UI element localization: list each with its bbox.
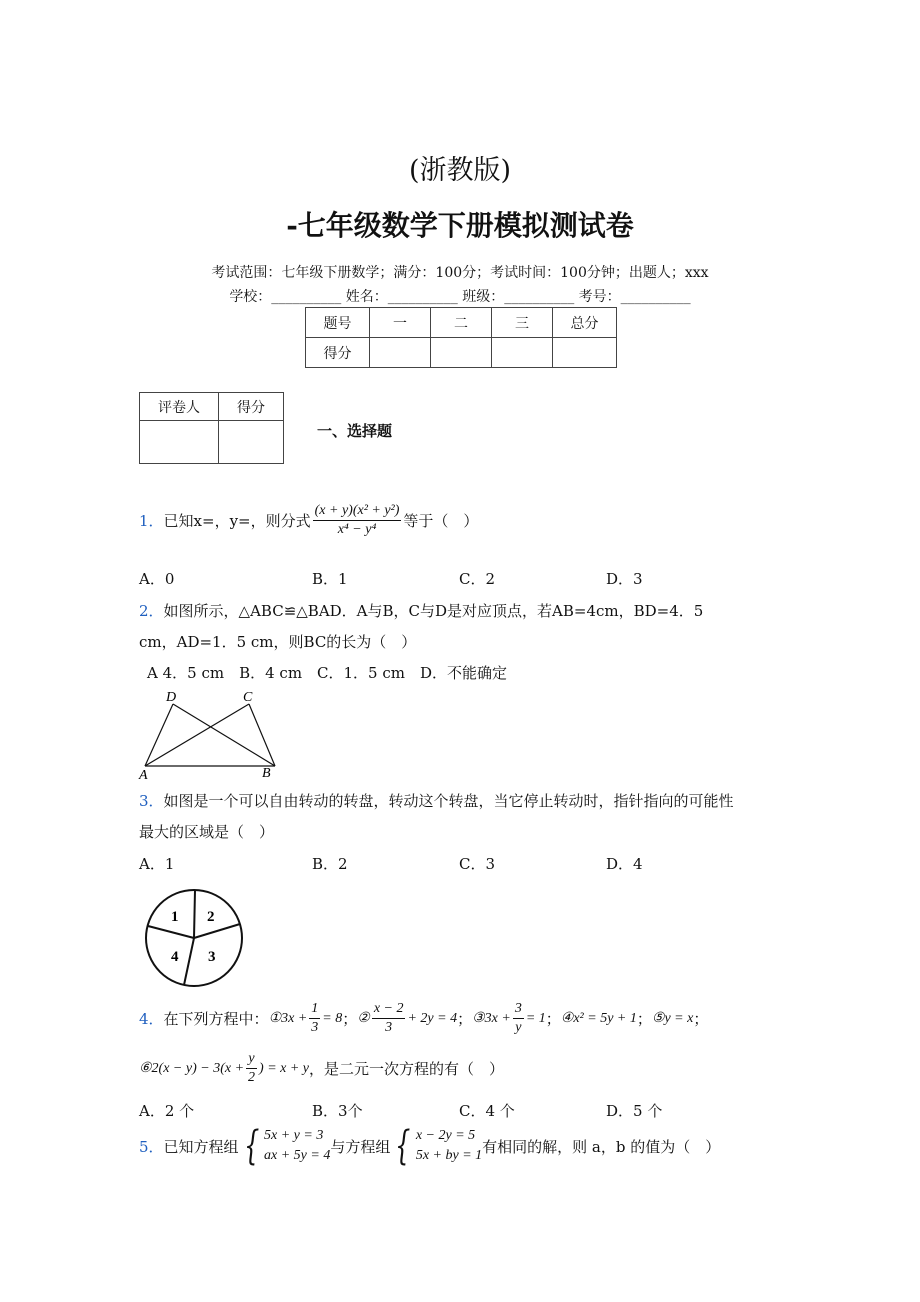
equation-6: ⑥2(x − y) − 3(x + [139,1061,245,1076]
score-row-label: 得分 [306,338,370,368]
equation-system-2 [390,1123,483,1169]
brace-icon: { [243,1123,259,1169]
grader-score-cell [219,421,284,464]
option-b: B．2 [312,855,348,873]
equation-1-fraction [309,1000,320,1037]
triangle-figure [135,686,285,782]
region-label-3: 3 [208,949,216,965]
fraction-denominator: 2 [248,1070,256,1085]
equation-1-rhs: = 8 [322,1010,343,1026]
fraction-numerator: 3 [513,1000,524,1019]
score-cell [431,338,492,368]
question-number: 5． [139,1137,164,1156]
fraction-expression [313,502,402,539]
option-c: C．4 个 [459,1102,515,1120]
option-d: D．3 [606,570,643,588]
vertex-label-a: A [139,768,148,782]
separator: ； [636,1010,652,1028]
grader-table [139,392,284,464]
option-b: B．1 [312,570,348,588]
score-cell [492,338,553,368]
edition-label: (浙教版) [408,155,512,186]
fraction-denominator: 3 [311,1020,319,1035]
separator: ； [457,1010,473,1028]
option-d: D．5 个 [606,1102,663,1120]
equation-2: ② [357,1011,370,1026]
system-equation: x − 2y = 5 [415,1128,476,1143]
grader-header: 评卷人 [140,393,219,421]
option-a: A．1 [139,855,175,873]
question-4-line2 [139,1050,504,1087]
question-text: 已知方程组 [163,1137,239,1156]
question-text: 在下列方程中： [163,1010,269,1028]
question-number: 2． [139,602,164,620]
question-tail: ，是二元一次方程的有（ ） [309,1060,505,1078]
equation-2-rhs: + 2y = 4 [407,1010,458,1026]
system-equation: ax + 5y = 4 [264,1148,331,1163]
score-cell [370,338,431,368]
student-info: 学校：__________ 姓名：__________ 班级：__________ 考号：__________ [229,289,691,305]
score-header-cell: 一 [370,308,431,338]
vertex-label-c: C [243,690,253,705]
exam-info: 考试范围：七年级下册数学；满分：100分；考试时间：100分钟；出题人；xxx [211,265,709,281]
spinner-figure [140,886,248,990]
grader-cell [140,421,219,464]
score-cell [553,338,617,368]
question-4 [139,1000,708,1037]
score-header-cell: 题号 [306,308,370,338]
question-text: 如图是一个可以自由转动的转盘，转动这个转盘，当它停止转动时，指针指向的可能性 [163,792,734,810]
option-a: A．0 [139,570,175,588]
equation-2-fraction [372,1000,406,1037]
score-table [305,307,617,368]
question-tail: 有相同的解，则 a，b 的值为（ ） [482,1137,721,1156]
section-heading: 一、选择题 [317,422,393,440]
score-header-cell: 总分 [553,308,617,338]
option-a: A．2 个 [139,1102,195,1120]
question-2 [139,600,703,621]
fraction-numerator: (x + y)(x² + y²) [313,502,402,521]
question-number: 1． [139,512,164,530]
system-equation: 5x + y = 3 [264,1128,324,1143]
question-number: 3． [139,792,164,810]
exam-title: -七年级数学下册模拟测试卷 [286,209,634,242]
equation-1: ①3x + [268,1011,308,1026]
question-text: 如图所示，△ABC≌△BAD．A与B，C与D是对应顶点，若AB=4cm，BD=4．5 [163,602,704,620]
question-3 [139,790,734,811]
equation-6-rhs: ) = x + y [259,1060,310,1076]
region-label-4: 4 [171,949,179,965]
question-2-line2: cm，AD=1．5 cm，则BC的长为（ ） [139,633,417,651]
score-header-cell: 三 [492,308,553,338]
equation-3-fraction [513,1000,524,1037]
separator: ； [545,1010,561,1028]
vertex-label-b: B [262,766,271,781]
fraction-denominator: x⁴ − y⁴ [337,522,377,537]
fraction-numerator: x − 2 [372,1000,406,1019]
equation-system-1 [239,1123,331,1169]
fraction-numerator: y [246,1050,256,1069]
question-tail: 等于（ ） [403,512,479,530]
region-label-2: 2 [207,909,215,925]
question-text-2: 与方程组 [330,1137,391,1156]
question-number: 4． [139,1010,164,1028]
separator: ； [693,1010,709,1028]
score-header-cell: 二 [431,308,492,338]
question-text: 已知x=，y=，则分式 [163,512,311,530]
equation-3: ③3x + [472,1011,511,1026]
equation-5: ⑤y = x [651,1011,694,1026]
fraction-denominator: 3 [385,1020,393,1035]
region-label-1: 1 [171,909,179,925]
question-2-options: A 4．5 cm B．4 cm C．1．5 cm D．不能确定 [147,664,508,682]
equation-3-rhs: = 1 [525,1010,546,1026]
option-d: D．4 [606,855,643,873]
grader-score-header: 得分 [219,393,284,421]
system-equation: 5x + by = 1 [415,1148,483,1163]
option-c: C．3 [459,855,496,873]
fraction-denominator: y [515,1020,522,1035]
question-3-line2: 最大的区域是（ ） [139,823,275,841]
vertex-label-d: D [166,690,177,705]
equation-4: ④x² = 5y + 1 [560,1011,637,1026]
option-c: C．2 [459,570,496,588]
separator: ； [342,1010,358,1028]
question-5 [139,1123,721,1169]
brace-icon: { [395,1123,411,1169]
fraction-numerator: 1 [309,1000,320,1019]
question-1 [139,502,478,539]
option-b: B．3个 [312,1102,363,1120]
equation-6-fraction [246,1050,257,1087]
